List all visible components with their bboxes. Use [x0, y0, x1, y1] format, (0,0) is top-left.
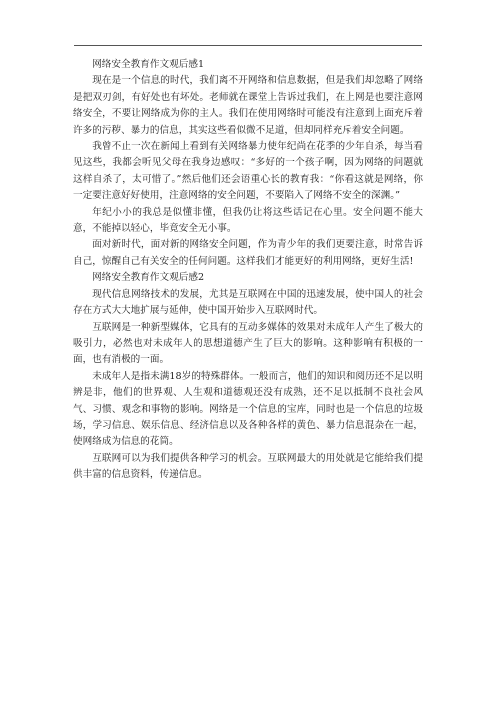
document-body: [73, 57, 423, 484]
paragraph: 现在是一个信息的时代，我们离不开网络和信息数据，但是我们却忽略了网络是把双刃剑，有好处也有坏处。老师就在课堂上告诉过我们，在上网是也要注意网络安全，不要让网络成为你的主人。我们在使用网络时可能没有注意到上面充斥着许多的污秽、暴力的信息，其实这些看似微不足道，但却同样充斥着安全问题。: [73, 75, 423, 136]
essay-title-2: 网络安全教育作文观后感2: [92, 272, 205, 284]
header-rule: [74, 45, 422, 46]
paragraph: 现代信息网络技术的发展，尤其是互联网在中国的迅速发展，使中国人的社会存在方式大大地扩展与延伸，使中国开始步入互联网时代。: [73, 288, 423, 317]
paragraph: 年纪小小的我总是似懂非懂，但我仍让将这些话记在心里。安全问题不能大意，不能掉以轻心，毕竟安全无小事。: [73, 206, 423, 235]
paragraph: 互联网是一种新型媒体，它具有的互动多媒体的效果对未成年人产生了极大的吸引力，必然也对未成年人的思想道德产生了巨大的影响。这种影响有积极的一面，也有消极的一面。: [73, 321, 423, 366]
paragraph: 互联网可以为我们提供各种学习的机会。互联网最大的用处就是它能给我们提供丰富的信息资料，传递信息。: [73, 452, 423, 481]
paragraph: 我曾不止一次在新闻上看到有关网络暴力使年纪尚在花季的少年自杀，每当看见这些，我都会听见父母在我身边感叹：“多好的一个孩子啊，因为网络的问题就这样自杀了，太可惜了。”然后他们还会语重心长的教育我：“你看这就是网络，你一定要注意好好使用，注意网络的安全问题，不要陷入了网络不安全的深渊。”: [73, 141, 423, 202]
paragraph: 未成年人是指未满18岁的特殊群体。一般而言，他们的知识和阅历还不足以明辨是非，他们的世界观、人生观和道德观还没有成熟，还不足以抵制不良社会风气、习惯、观念和事物的影响。网络是一个信息的宝库，同时也是一个信息的垃圾场，学习信息、娱乐信息、经济信息以及各种各样的黄色、暴力信息混杂在一起，使网络成为信息的花筒。: [73, 370, 423, 448]
paragraph: 面对新时代，面对新的网络安全问题，作为青少年的我们更要注意，时常告诉自己，惊醒自己有关安全的任何问题。这样我们才能更好的利用网络，更好生活!: [73, 239, 423, 267]
essay-title-1: 网络安全教育作文观后感1: [92, 59, 205, 70]
